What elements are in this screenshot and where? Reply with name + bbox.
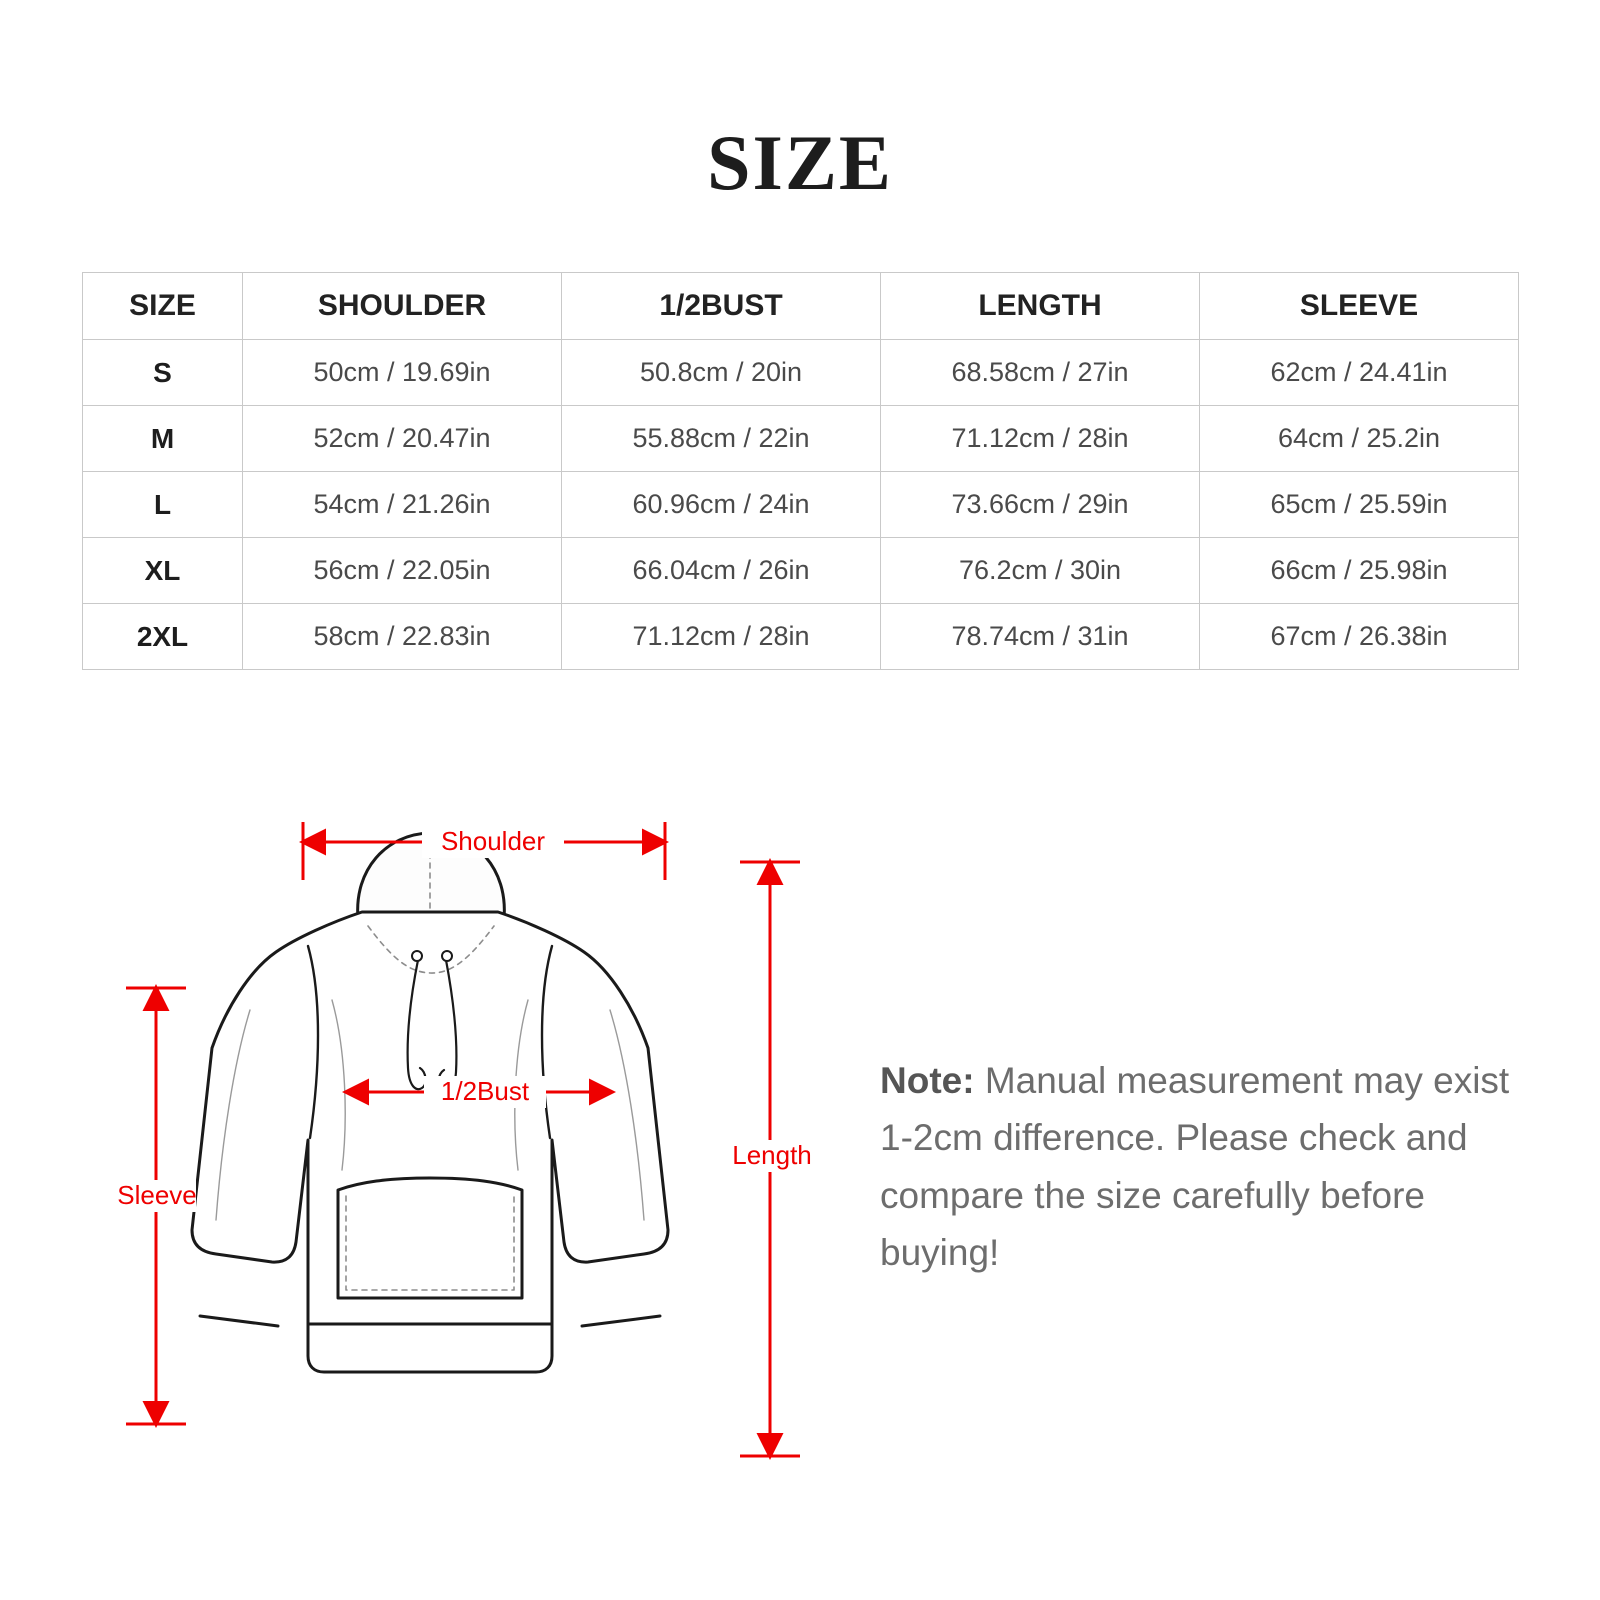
cell-length: 71.12cm / 28in — [881, 406, 1200, 472]
cell-size: L — [83, 472, 243, 538]
cell-sleeve: 65cm / 25.59in — [1200, 472, 1519, 538]
measurement-note — [880, 1052, 1520, 1281]
cell-shoulder: 54cm / 21.26in — [243, 472, 562, 538]
column-header-size: SIZE — [83, 273, 243, 340]
table-row — [83, 406, 1519, 472]
cell-bust: 50.8cm / 20in — [562, 340, 881, 406]
cell-size: 2XL — [83, 604, 243, 670]
cell-sleeve: 66cm / 25.98in — [1200, 538, 1519, 604]
cell-size: XL — [83, 538, 243, 604]
cell-length: 76.2cm / 30in — [881, 538, 1200, 604]
cell-sleeve: 64cm / 25.2in — [1200, 406, 1519, 472]
size-chart-table — [82, 272, 1519, 670]
cell-shoulder: 56cm / 22.05in — [243, 538, 562, 604]
label-shoulder: Shoulder — [440, 826, 546, 856]
label-length: Length — [732, 1140, 812, 1170]
label-sleeve: Sleeve — [117, 1180, 197, 1210]
note-text: Manual measurement may exist 1-2cm difference. Please check and compare the size carefully before buying! — [880, 1060, 1510, 1274]
column-header-sleeve: SLEEVE — [1200, 273, 1519, 340]
column-header-shoulder: SHOULDER — [243, 273, 562, 340]
table-row — [83, 340, 1519, 406]
table-row — [83, 472, 1519, 538]
cell-sleeve: 62cm / 24.41in — [1200, 340, 1519, 406]
cell-size: M — [83, 406, 243, 472]
table-header-row — [83, 273, 1519, 340]
cell-length: 68.58cm / 27in — [881, 340, 1200, 406]
label-bust: 1/2Bust — [440, 1076, 530, 1106]
cell-length: 73.66cm / 29in — [881, 472, 1200, 538]
cell-bust: 55.88cm / 22in — [562, 406, 881, 472]
cell-shoulder: 52cm / 20.47in — [243, 406, 562, 472]
column-header-bust: 1/2BUST — [562, 273, 881, 340]
cell-shoulder: 58cm / 22.83in — [243, 604, 562, 670]
table-row — [83, 604, 1519, 670]
cell-bust: 66.04cm / 26in — [562, 538, 881, 604]
table-row — [83, 538, 1519, 604]
note-label: Note: — [880, 1060, 975, 1101]
cell-length: 78.74cm / 31in — [881, 604, 1200, 670]
measurement-diagram — [100, 800, 860, 1520]
cell-bust: 60.96cm / 24in — [562, 472, 881, 538]
cell-bust: 71.12cm / 28in — [562, 604, 881, 670]
page-title: SIZE — [707, 119, 893, 206]
cell-shoulder: 50cm / 19.69in — [243, 340, 562, 406]
cell-size: S — [83, 340, 243, 406]
cell-sleeve: 67cm / 26.38in — [1200, 604, 1519, 670]
column-header-length: LENGTH — [881, 273, 1200, 340]
